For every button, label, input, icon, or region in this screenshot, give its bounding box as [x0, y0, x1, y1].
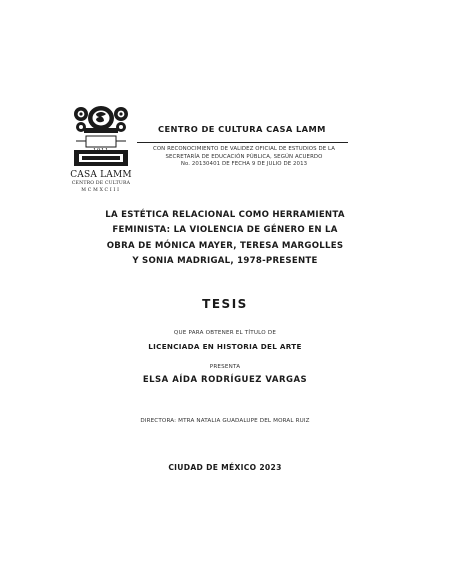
recognition-line: No. 20130401 DE FECHA 9 DE JULIO DE 2013 — [180, 161, 308, 168]
recognition-statement — [136, 146, 352, 169]
degree-title: LICENCIADA EN HISTORIA DEL ARTE — [148, 342, 302, 351]
thesis-title-line: LA ESTÉTICA RELACIONAL COMO HERRAMIENTA — [105, 210, 345, 220]
recognition-line: CON RECONOCIMIENTO DE VALIDEZ OFICIAL DE ESTUDIOS DE LA — [152, 146, 336, 152]
thesis-title-line: Y SONIA MADRIGAL, 1978-PRESENTE — [132, 256, 318, 267]
thesis-title-line: FEMINISTA: LA VIOLENCIA DE GÉNERO EN LA — [112, 225, 338, 236]
thesis-title — [90, 208, 360, 270]
author-name: ELSA AÍDA RODRÍGUEZ VARGAS — [142, 375, 308, 385]
recognition-line: SECRETARÍA DE EDUCACIÓN PÚBLICA, SEGÚN ACUERDO — [165, 153, 323, 160]
thesis-title-line: OBRA DE MÓNICA MAYER, TERESA MARGOLLES — [106, 240, 344, 251]
document-type-label: TESIS — [202, 297, 248, 311]
logo-name: CASA LAMM — [70, 170, 132, 180]
header-divider — [137, 142, 348, 143]
place-and-year: CIUDAD DE MÉXICO 2023 — [168, 463, 282, 472]
presents-label: PRESENTA — [209, 364, 241, 370]
degree-purpose: QUE PARA OBTENER EL TÍTULO DE — [173, 330, 277, 336]
casa-lamm-logo — [70, 100, 132, 198]
casa-lamm-emblem-icon — [70, 100, 132, 168]
logo-subtitle: CENTRO DE CULTURA — [71, 181, 131, 186]
logo-roman-numeral: MCMXCIII — [81, 188, 121, 193]
logo-year: 1911 — [93, 148, 109, 154]
institution-name: CENTRO DE CULTURA CASA LAMM — [158, 124, 326, 134]
thesis-director: DIRECTORA: MTRA NATALIA GUADALUPE DEL MORAL RUIZ — [140, 418, 310, 424]
